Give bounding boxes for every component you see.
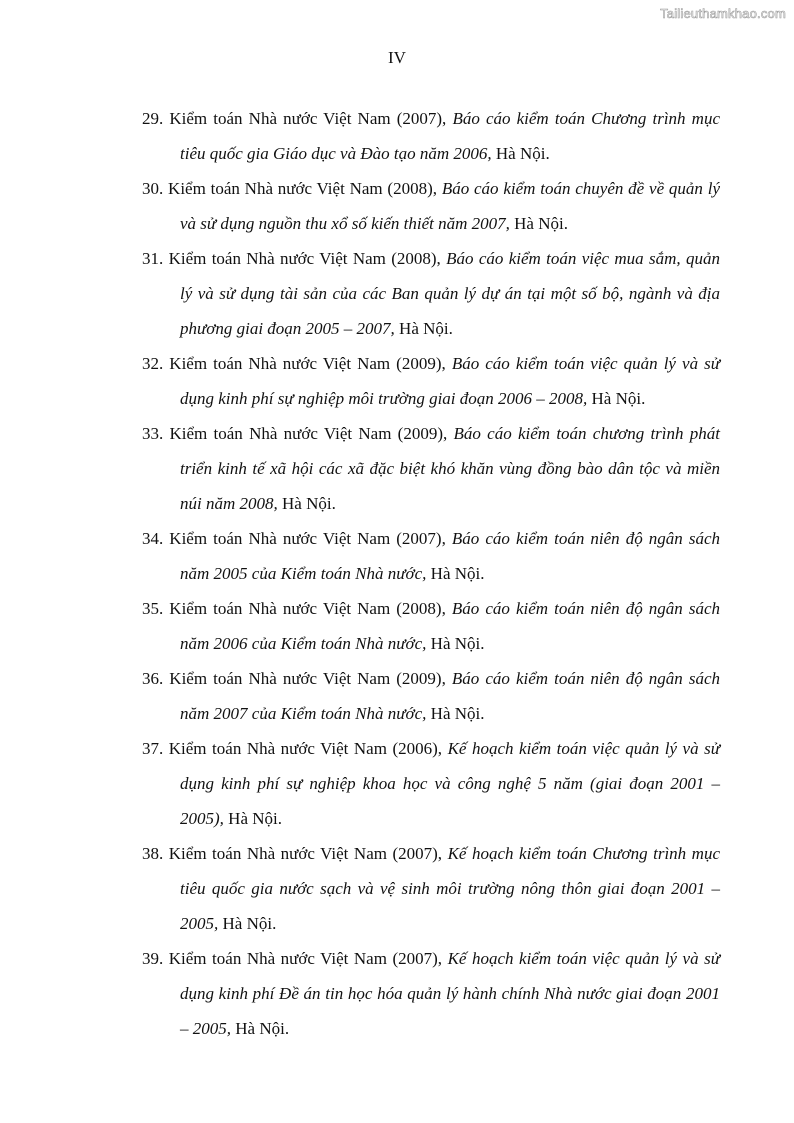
watermark-text: Tailieuthamkhao.com <box>660 6 786 21</box>
reference-title: Báo cáo kiểm toán niên độ ngân sách năm 2007 của Kiểm toán Nhà nước, <box>180 669 720 723</box>
reference-tail: Hà Nội. <box>426 564 485 583</box>
reference-lead: 36. Kiểm toán Nhà nước Việt Nam (2009), <box>142 669 452 688</box>
reference-tail: Hà Nội. <box>231 1019 290 1038</box>
reference-item-35 <box>142 591 720 661</box>
reference-tail: Hà Nội. <box>223 809 282 828</box>
reference-lead: 35. Kiểm toán Nhà nước Việt Nam (2008), <box>142 599 452 618</box>
reference-lead: 30. Kiểm toán Nhà nước Việt Nam (2008), <box>142 179 442 198</box>
reference-title: Kế hoạch kiểm toán việc quản lý và sử dụng kinh phí Đề án tin học hóa quản lý hành chính Nhà nước giai đoạn 2001 – 2005, <box>180 949 720 1038</box>
reference-title: Báo cáo kiểm toán việc quản lý và sử dụng kinh phí sự nghiệp môi trường giai đoạn 2006 – 2008, <box>180 354 720 408</box>
reference-title: Báo cáo kiểm toán niên độ ngân sách năm 2006 của Kiểm toán Nhà nước, <box>180 599 720 653</box>
reference-item-33 <box>142 416 720 521</box>
reference-title: Báo cáo kiểm toán Chương trình mục tiêu quốc gia Giáo dục và Đào tạo năm 2006, <box>180 109 721 163</box>
reference-lead: 37. Kiểm toán Nhà nước Việt Nam (2006), <box>142 739 448 758</box>
reference-tail: Hà Nội. <box>587 389 646 408</box>
reference-tail: Hà Nội. <box>426 704 485 723</box>
reference-item-37 <box>142 731 720 836</box>
reference-lead: 31. Kiểm toán Nhà nước Việt Nam (2008), <box>142 249 447 268</box>
reference-item-31 <box>142 241 720 346</box>
reference-title: Báo cáo kiểm toán niên độ ngân sách năm 2005 của Kiểm toán Nhà nước, <box>180 529 720 583</box>
reference-list <box>142 101 720 1046</box>
reference-tail: Hà Nội. <box>509 214 568 233</box>
reference-item-39 <box>142 941 720 1046</box>
reference-item-32 <box>142 346 720 416</box>
reference-item-36 <box>142 661 720 731</box>
reference-title: Kế hoạch kiểm toán việc quản lý và sử dụng kinh phí sự nghiệp khoa học và công nghệ 5 năm (giai đoạn 2001 – 2005), <box>180 739 720 828</box>
reference-tail: Hà Nội. <box>491 144 550 163</box>
reference-item-38 <box>142 836 720 941</box>
reference-item-29 <box>142 101 720 171</box>
page-number: IV <box>388 48 406 67</box>
reference-tail: Hà Nội. <box>277 494 336 513</box>
reference-tail: Hà Nội. <box>426 634 485 653</box>
reference-lead: 38. Kiểm toán Nhà nước Việt Nam (2007), <box>142 844 448 863</box>
reference-tail: Hà Nội. <box>394 319 453 338</box>
reference-title: Báo cáo kiểm toán chương trình phát triển kinh tế xã hội các xã đặc biệt khó khăn vùng đồng bào dân tộc và miền núi năm 2008, <box>180 424 721 513</box>
reference-title: Báo cáo kiểm toán việc mua sắm, quản lý và sử dụng tài sản của các Ban quản lý dự án tại một số bộ, ngành và địa phương giai đoạn 2005 – 2007, <box>180 249 720 338</box>
reference-lead: 29. Kiểm toán Nhà nước Việt Nam (2007), <box>142 109 453 128</box>
reference-item-34 <box>142 521 720 591</box>
reference-lead: 39. Kiểm toán Nhà nước Việt Nam (2007), <box>142 949 448 968</box>
reference-title: Kế hoạch kiểm toán Chương trình mục tiêu quốc gia nước sạch và vệ sinh môi trường nông thôn giai đoạn 2001 – 2005, <box>180 844 721 933</box>
reference-lead: 34. Kiểm toán Nhà nước Việt Nam (2007), <box>142 529 452 548</box>
reference-tail: Hà Nội. <box>218 914 277 933</box>
reference-lead: 32. Kiểm toán Nhà nước Việt Nam (2009), <box>142 354 452 373</box>
reference-item-30 <box>142 171 720 241</box>
reference-lead: 33. Kiểm toán Nhà nước Việt Nam (2009), <box>142 424 454 443</box>
reference-title: Báo cáo kiểm toán chuyên đề về quản lý và sử dụng nguồn thu xổ số kiến thiết năm 2007, <box>180 179 720 233</box>
